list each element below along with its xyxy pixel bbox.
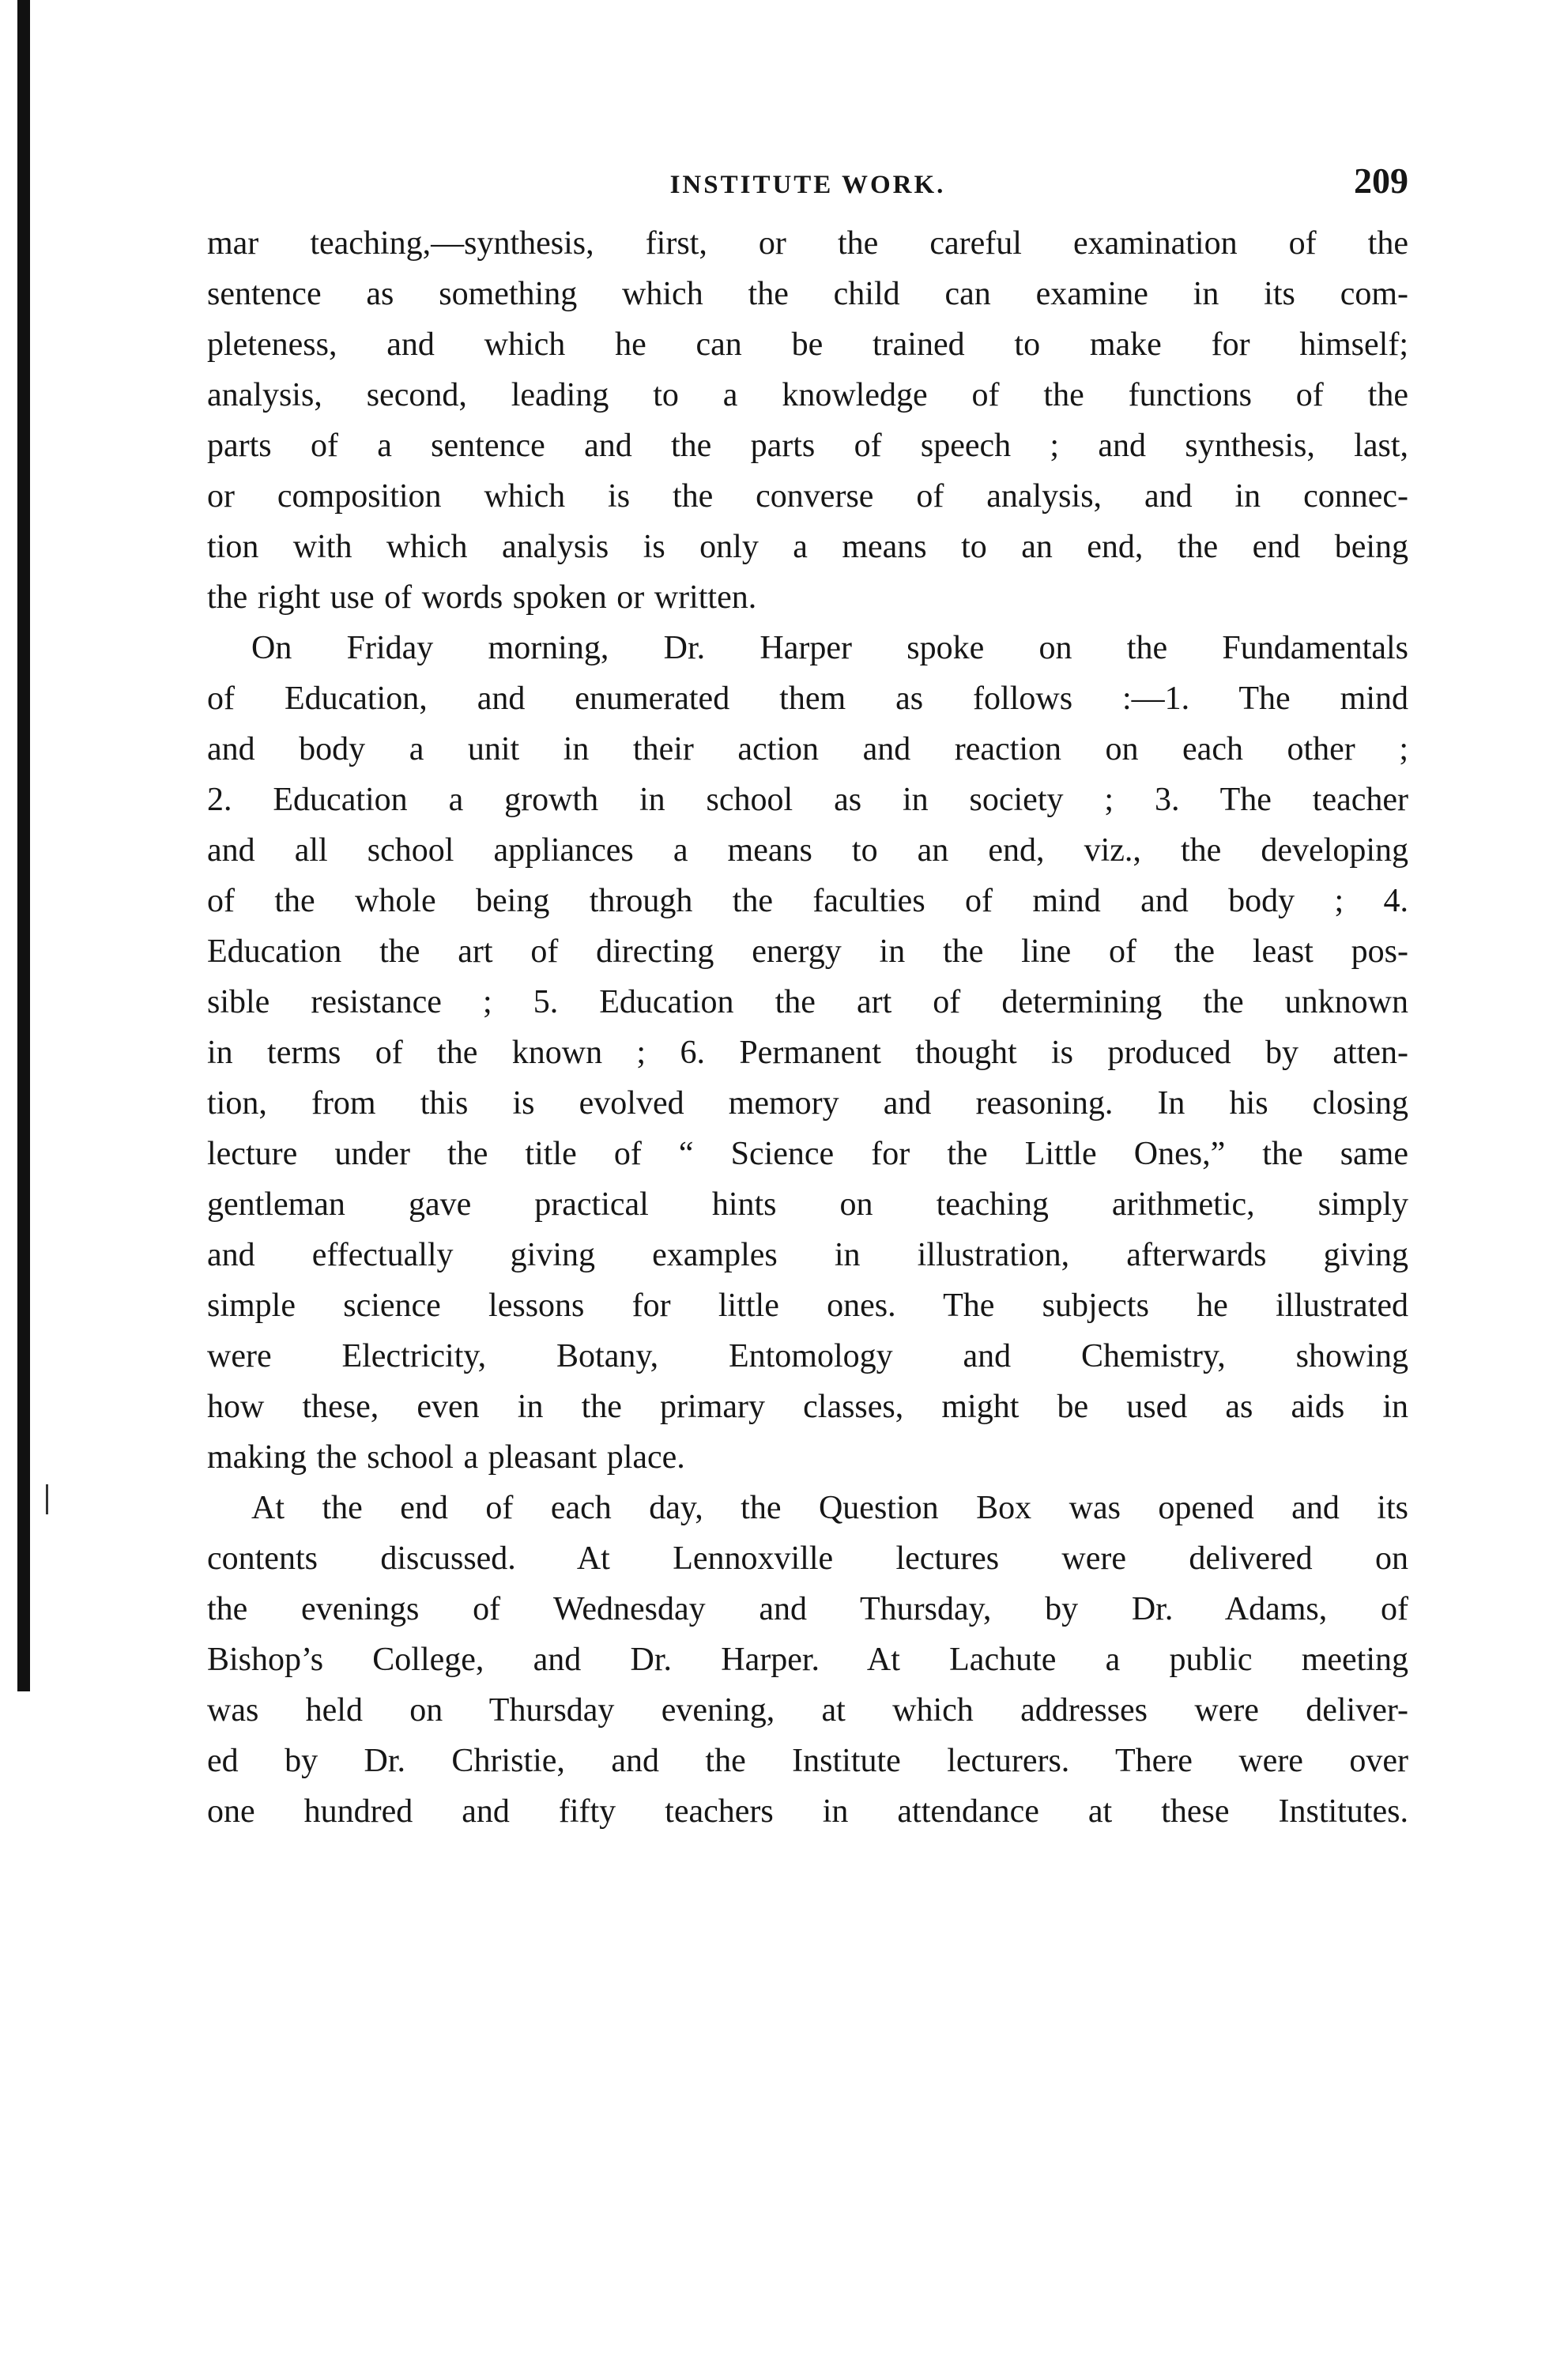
text-line: Bishop’s College, and Dr. Harper. At Lachute a public meeting [207, 1642, 1408, 1678]
scan-mark [46, 1484, 48, 1514]
text-line: simple science lessons for little ones. The subjects he illustrated [207, 1288, 1408, 1324]
text-line: sible resistance ; 5. Education the art of determining the unknown [207, 984, 1408, 1020]
text-line: mar teaching,—synthesis, first, or the careful examination of the [207, 225, 1408, 262]
text-line: pleteness, and which he can be trained to make for himself; [207, 326, 1408, 363]
text-line: lecture under the title of “ Science for the Little Ones,” the same [207, 1136, 1408, 1172]
text-line: sentence as something which the child can examine in its com- [207, 276, 1408, 312]
text-line: was held on Thursday evening, at which addresses were deliver- [207, 1692, 1408, 1729]
text-line: and effectually giving examples in illustration, afterwards giving [207, 1237, 1408, 1273]
paragraph-1 [207, 218, 1408, 623]
text-line: ed by Dr. Christie, and the Institute lecturers. There were over [207, 1743, 1408, 1779]
text-line: At the end of each day, the Question Box was opened and its [251, 1490, 1408, 1526]
text-line: and all school appliances a means to an end, viz., the developing [207, 832, 1408, 869]
text-line: tion with which analysis is only a means to an end, the end being [207, 529, 1408, 565]
text-line: tion, from this is evolved memory and reasoning. In his closing [207, 1085, 1408, 1122]
text-line: parts of a sentence and the parts of speech ; and synthesis, last, [207, 428, 1408, 464]
text-line: gentleman gave practical hints on teaching arithmetic, simply [207, 1186, 1408, 1223]
book-page [207, 158, 1408, 1837]
text-line: of the whole being through the faculties of mind and body ; 4. [207, 883, 1408, 919]
text-line: or composition which is the converse of analysis, and in connec- [207, 478, 1408, 515]
text-line: the evenings of Wednesday and Thursday, by Dr. Adams, of [207, 1591, 1408, 1627]
text-line: On Friday morning, Dr. Harper spoke on the Fundamentals [251, 630, 1408, 666]
text-line: how these, even in the primary classes, might be used as aids in [207, 1389, 1408, 1425]
text-line: were Electricity, Botany, Entomology and Chemistry, showing [207, 1338, 1408, 1374]
paragraph-2 [207, 623, 1408, 1483]
text-line: 2. Education a growth in school as in society ; 3. The teacher [207, 782, 1408, 818]
text-line: making the school a pleasant place. [207, 1439, 685, 1476]
scan-edge [17, 0, 30, 1691]
text-line: the right use of words spoken or written. [207, 579, 757, 616]
text-line: analysis, second, leading to a knowledge of the functions of the [207, 377, 1408, 413]
text-line: and body a unit in their action and reaction on each other ; [207, 731, 1408, 767]
text-line: contents discussed. At Lennoxville lectures were delivered on [207, 1540, 1408, 1577]
running-title: INSTITUTE WORK. [669, 171, 946, 199]
paragraph-3 [207, 1483, 1408, 1837]
running-head [207, 158, 1408, 205]
page-number: 209 [1354, 160, 1408, 201]
text-line: in terms of the known ; 6. Permanent thought is produced by atten- [207, 1035, 1408, 1071]
text-line: one hundred and fifty teachers in attendance at these Institutes. [207, 1793, 1408, 1830]
text-line: of Education, and enumerated them as follows :—1. The mind [207, 681, 1408, 717]
text-line: Education the art of directing energy in the line of the least pos- [207, 933, 1408, 970]
